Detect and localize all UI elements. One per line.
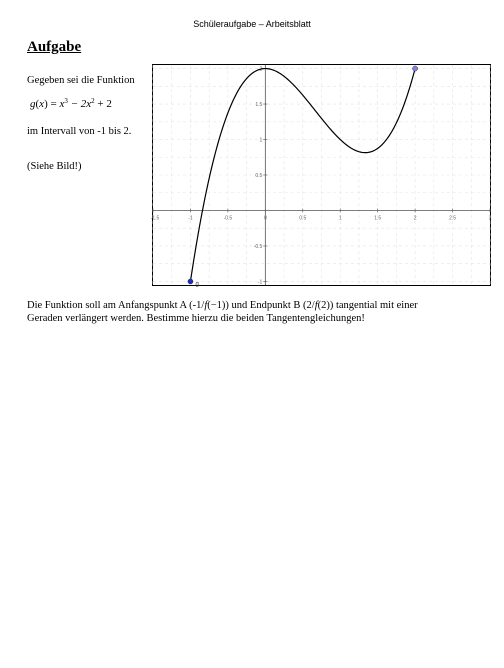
task-line-1: Die Funktion soll am Anfangspunkt A (-1/f(−1)) und Endpunkt B (2/f(2)) tangential mit einer xyxy=(27,300,418,311)
x-tick-label: 3 xyxy=(488,215,492,222)
x-tick-label: 2 xyxy=(413,215,417,222)
x-tick-label: -1 xyxy=(188,215,193,222)
graph-canvas xyxy=(150,65,492,288)
y-tick-label: -1 xyxy=(257,279,263,286)
y-tick-label: 1 xyxy=(259,137,263,144)
x-tick-label: 0.5 xyxy=(299,215,307,222)
task-heading: Aufgabe xyxy=(27,39,82,55)
function-variable: x xyxy=(39,98,45,110)
intro-text: Gegeben sei die Funktion xyxy=(27,75,135,86)
x-tick-label: 0 xyxy=(263,215,267,222)
y-tick-label: 2 xyxy=(259,66,263,73)
task-line-2: Geraden verlängert werden. Bestimme hierzu die beiden Tangentengleichungen! xyxy=(27,313,365,324)
term-quadratic: − 2x xyxy=(70,98,92,110)
x-tick-label: 2.5 xyxy=(449,215,457,222)
function-formula: $g(x) = x^3 - 2x^2 + 2$ xyxy=(30,97,112,110)
function-graph xyxy=(152,64,491,286)
page-header: Schüleraufgabe – Arbeitsblatt xyxy=(193,19,311,29)
exponent-quadratic: 2 xyxy=(91,97,95,105)
y-tick-label: 1.5 xyxy=(255,102,263,109)
y-tick-label: 0.5 xyxy=(255,173,263,179)
point-a xyxy=(188,279,193,284)
x-tick-label: -0.5 xyxy=(223,215,233,222)
note-text: (Siehe Bild!) xyxy=(27,161,82,172)
exponent-cubic: 3 xyxy=(64,97,68,105)
y-tick-label: -0.5 xyxy=(253,243,263,250)
curve-label: g xyxy=(195,281,199,288)
x-tick-label: 1.5 xyxy=(374,215,382,222)
function-name: g xyxy=(30,98,36,110)
term-constant: + 2 xyxy=(97,98,112,110)
term-cubic: x xyxy=(59,98,65,110)
point-b xyxy=(413,66,418,71)
x-tick-label: -1.5 xyxy=(150,215,160,222)
task-description xyxy=(27,299,482,325)
x-tick-label: 1 xyxy=(338,215,342,222)
interval-text: im Intervall von -1 bis 2. xyxy=(27,126,132,137)
